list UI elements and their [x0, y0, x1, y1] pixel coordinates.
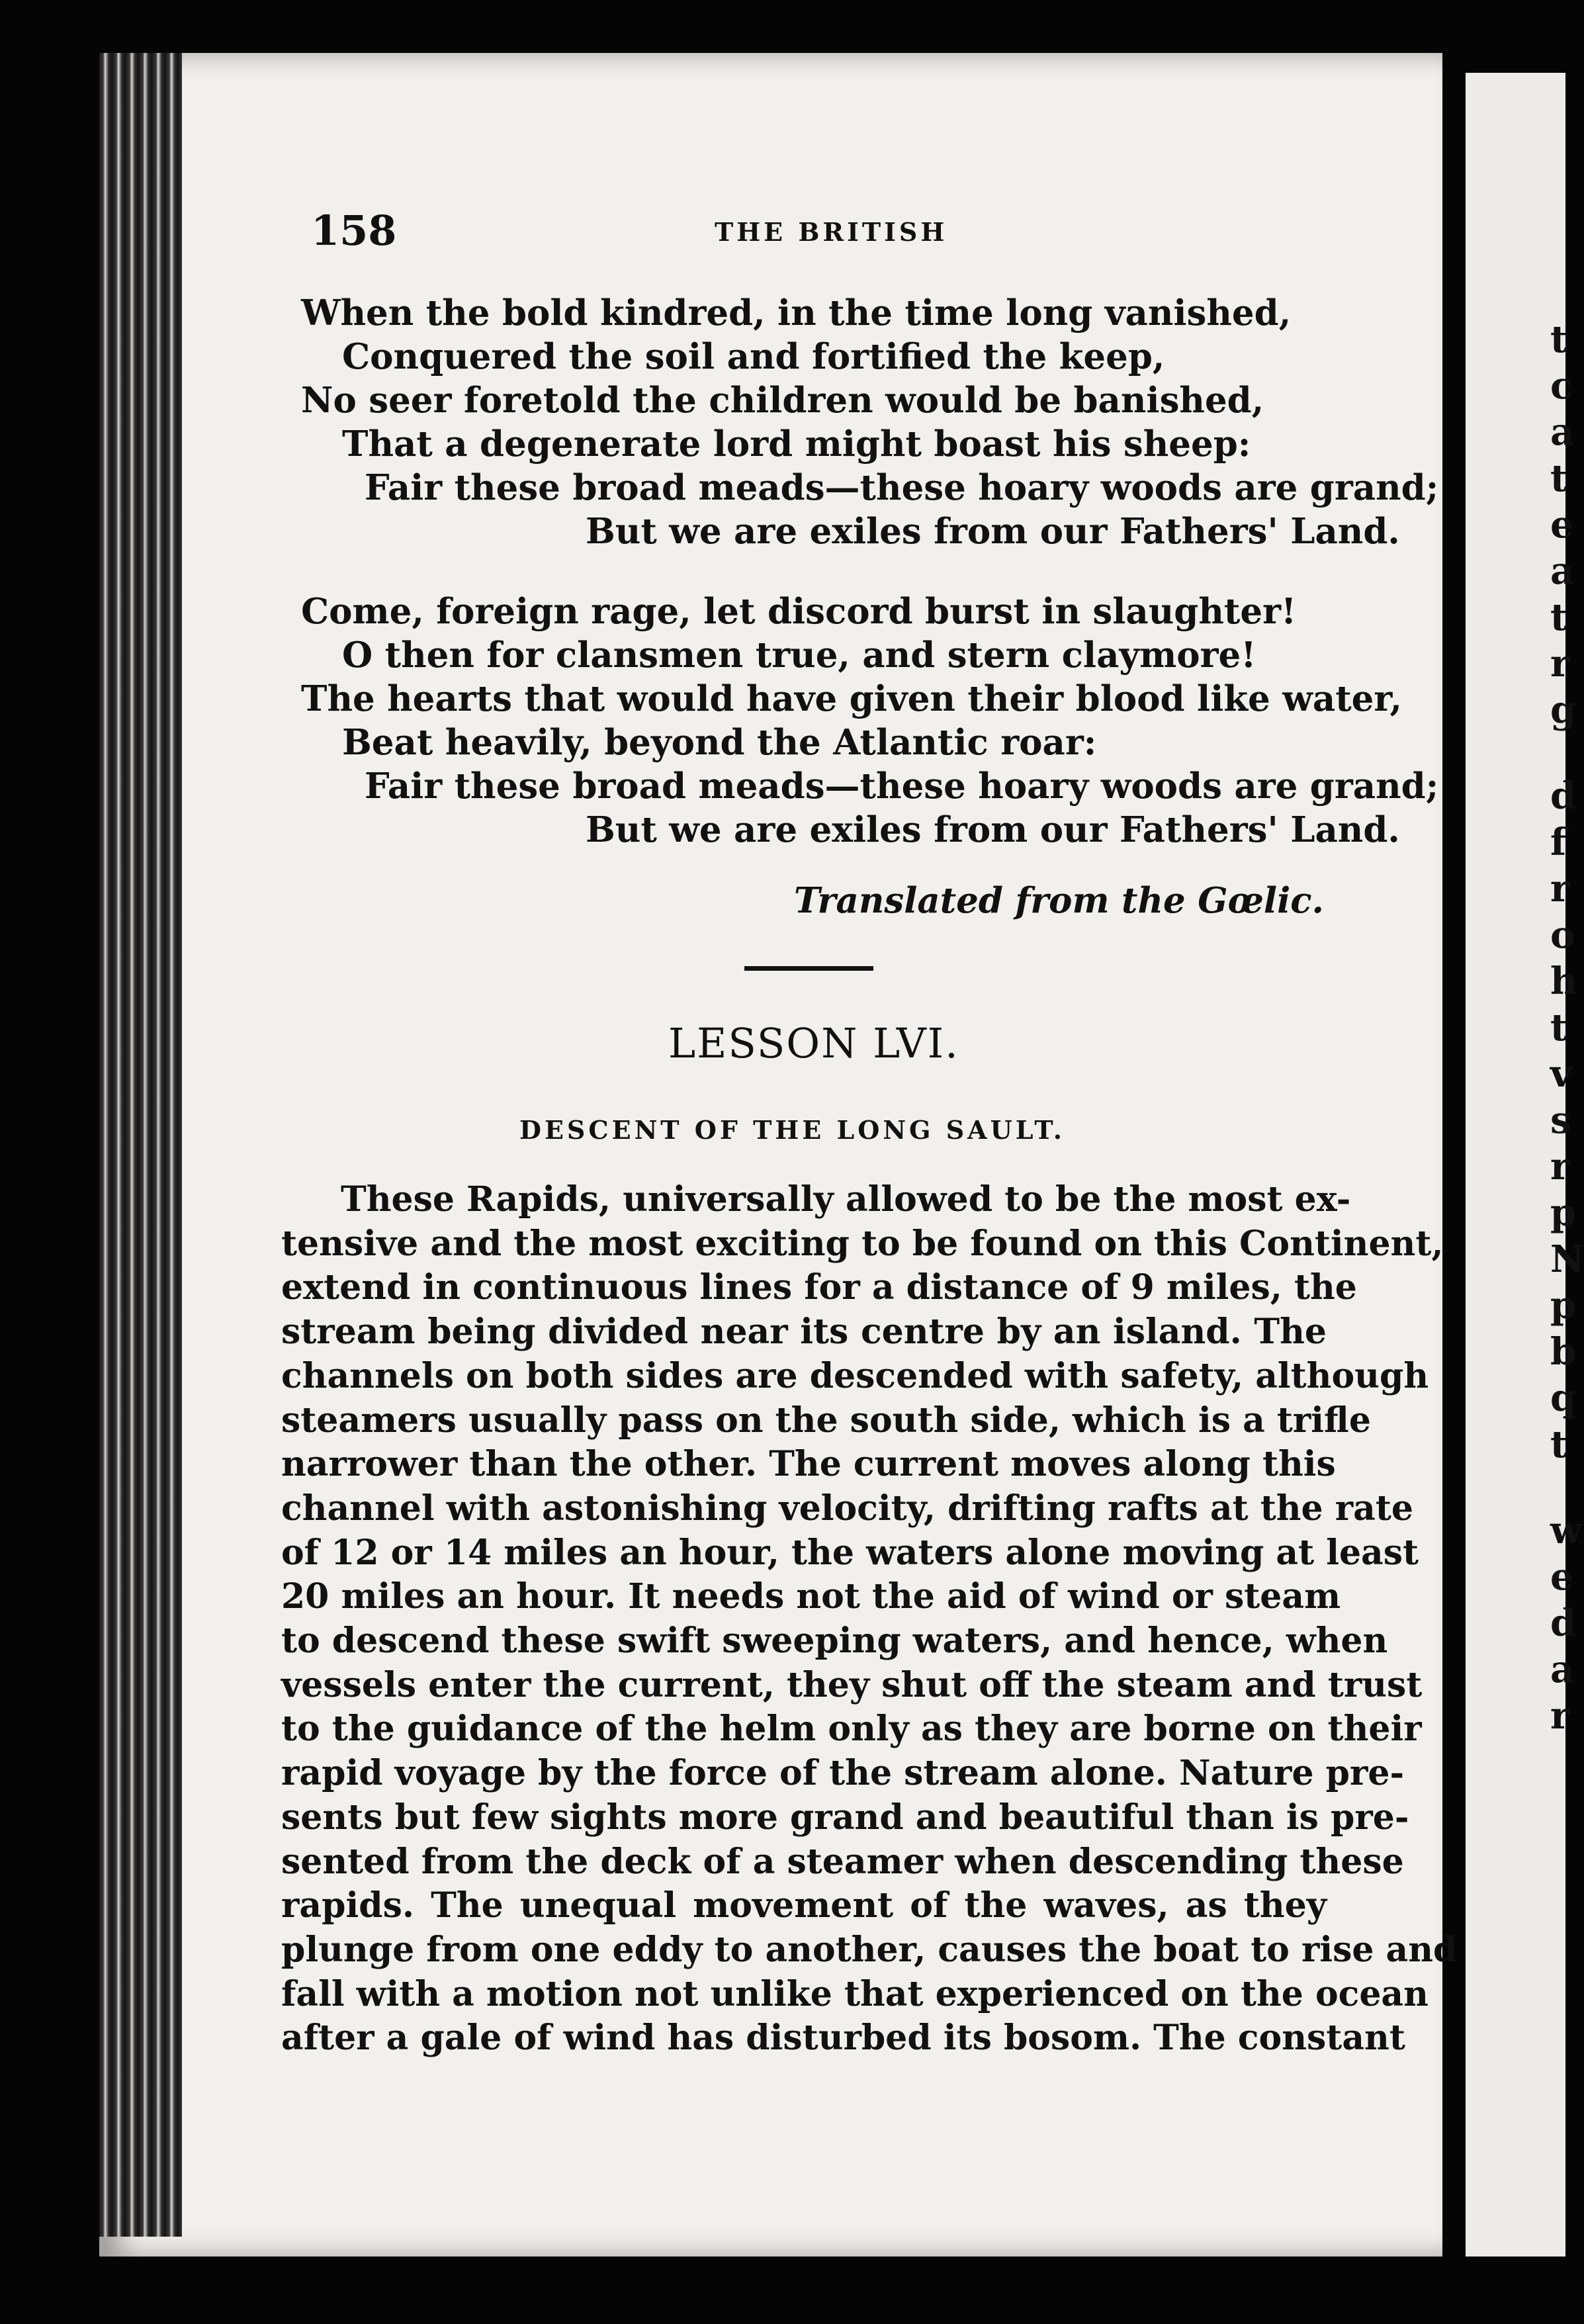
verse-line: No seer foretold the children would be banished, [301, 380, 1264, 421]
facing-page-letter: q [1550, 1376, 1577, 1420]
verse-line: The hearts that would have given their blood like water, [301, 678, 1402, 719]
verse-line: But we are exiles from our Fathers' Land. [586, 809, 1400, 850]
verse-line: Fair these broad meads—these hoary woods are grand; [365, 766, 1439, 807]
facing-page-letter: e [1550, 1555, 1574, 1599]
facing-page-letter: e [1550, 503, 1574, 547]
paragraph-line: to the guidance of the helm only as they are borne on their [281, 1709, 1422, 1750]
facing-page-letter: d [1550, 1601, 1577, 1645]
paragraph-line: extend in continuous lines for a distance of 9 miles, the [281, 1267, 1357, 1308]
facing-page-letter: t [1550, 1006, 1567, 1050]
facing-page-letter: t [1550, 1423, 1567, 1466]
paragraph-line: fall with a motion not unlike that experienced on the ocean [281, 1973, 1429, 2014]
paragraph-line: narrower than the other. The current moves along this [281, 1444, 1336, 1485]
facing-page-letter: r [1550, 867, 1570, 911]
paragraph-line: These Rapids, universally allowed to be the most ex- [341, 1179, 1351, 1220]
paragraph-line: to descend these swift sweeping waters, and hence, when [281, 1621, 1388, 1662]
facing-page-letter: b [1550, 1330, 1577, 1374]
verse-line: Come, foreign rage, let discord burst in slaughter! [301, 591, 1297, 632]
facing-page-letter: o [1550, 913, 1575, 957]
paragraph-line: steamers usually pass on the south side, which is a trifle [281, 1400, 1371, 1441]
paragraph-line: sented from the deck of a steamer when descending these [281, 1841, 1404, 1882]
verse-line: Fair these broad meads—these hoary woods are grand; [365, 467, 1439, 508]
facing-page-letter: h [1550, 960, 1577, 1003]
facing-page-letter: d [1550, 774, 1577, 818]
facing-page-letter: p [1550, 1284, 1577, 1327]
facing-page-letter: r [1550, 642, 1570, 686]
facing-page-letter: c [1550, 364, 1573, 408]
paragraph-line: channels on both sides are descended with safety, although [281, 1355, 1429, 1396]
facing-page-letter: v [1550, 1052, 1572, 1096]
stanza [301, 291, 1439, 553]
paragraph-line: tensive and the most exciting to be found on this Continent, [281, 1223, 1444, 1264]
facing-page-letter: a [1550, 410, 1575, 454]
facing-page-letter: r [1550, 1145, 1570, 1188]
facing-page-letter: p [1550, 1191, 1577, 1235]
paragraph-line: rapids. The unequal movement of the waves, as they [281, 1885, 1327, 1926]
paragraph-line: sents but few sights more grand and beautiful than is pre- [281, 1797, 1409, 1838]
verse-line: But we are exiles from our Fathers' Land. [586, 511, 1400, 552]
page-header [311, 206, 1343, 266]
running-head: THE BRITISH [715, 217, 948, 247]
facing-page-letter: t [1550, 457, 1567, 500]
poem [301, 291, 1439, 888]
lesson-paragraph [281, 1178, 1458, 2061]
facing-page-letter: s [1550, 1098, 1571, 1142]
facing-page-letter: a [1550, 1648, 1575, 1691]
facing-page-letter: f [1550, 821, 1567, 864]
facing-page-edge [1466, 73, 1584, 2257]
paragraph-line: 20 miles an hour. It needs not the aid of wind or steam [281, 1576, 1341, 1617]
paragraph-line: plunge from one eddy to another, causes the boat to rise and [281, 1929, 1458, 1970]
facing-page-letter: w [1550, 1509, 1583, 1552]
lesson-subtitle: DESCENT OF THE LONG SAULT. [519, 1115, 1066, 1145]
paragraph-line: rapid voyage by the force of the stream alone. Nature pre- [281, 1753, 1405, 1794]
paragraph-line: of 12 or 14 miles an hour, the waters alone moving at least [281, 1532, 1419, 1573]
verse-line: Beat heavily, beyond the Atlantic roar: [342, 722, 1097, 763]
paragraph-line: vessels enter the current, they shut off the steam and trust [281, 1664, 1423, 1705]
paragraph-line: after a gale of wind has disturbed its bosom. The constant [281, 2018, 1405, 2059]
facing-page-letter: t [1550, 596, 1567, 639]
verse-line: Conquered the soil and fortified the keep, [342, 336, 1165, 377]
facing-page-letter: r [1550, 1694, 1570, 1738]
poem-attribution: Translated from the Gœlic. [794, 880, 1324, 921]
facing-page-letter: a [1550, 549, 1575, 593]
facing-page-letter: g [1550, 688, 1577, 732]
verse-line: When the bold kindred, in the time long vanished, [301, 292, 1292, 334]
verse-line: O then for clansmen true, and stern claymore! [342, 635, 1256, 676]
book-binding [99, 53, 182, 2237]
paragraph-line: stream being divided near its centre by an island. The [281, 1312, 1327, 1353]
section-divider [744, 966, 873, 971]
facing-page-letter: t [1550, 318, 1567, 361]
page-number: 158 [311, 206, 397, 255]
facing-page-letter: N [1550, 1237, 1584, 1281]
paragraph-line: channel with astonishing velocity, drifting rafts at the rate [281, 1488, 1413, 1529]
lesson-title: LESSON LVI. [668, 1019, 959, 1067]
verse-line: That a degenerate lord might boast his sheep: [342, 424, 1251, 465]
stanza [301, 590, 1439, 852]
